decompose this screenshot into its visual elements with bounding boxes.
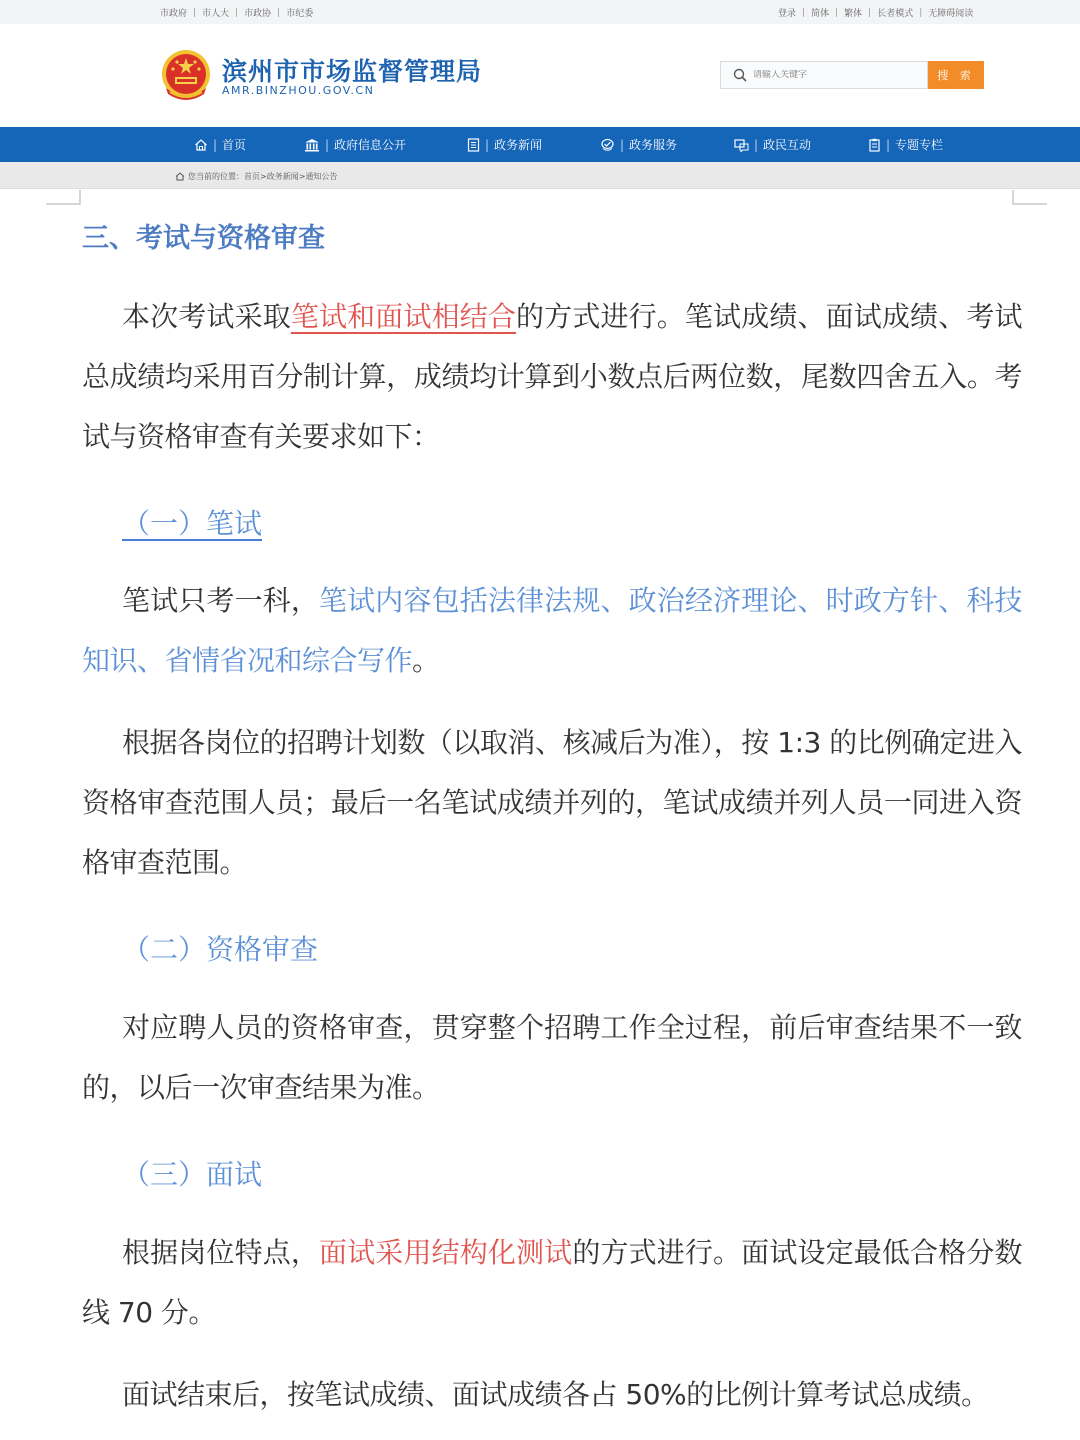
main-nav: [0, 127, 1080, 162]
nav-item-label: 政务服务: [629, 138, 678, 152]
section-title: 三、考试与资格审查: [82, 223, 325, 254]
subheading-qualification-review: （二）资格审查: [122, 933, 319, 966]
search-input[interactable]: [753, 70, 913, 80]
nav-item-label: 专题专栏: [895, 138, 944, 152]
separator: |: [235, 7, 239, 18]
search-button[interactable]: 搜 索: [928, 61, 984, 89]
site-title[interactable]: 滨州市市场监督管理局: [222, 57, 483, 86]
top-left-links: [160, 6, 313, 19]
paragraph-exam-method: [82, 287, 1022, 467]
nav-separator: |: [620, 137, 625, 152]
link-city-cppcc[interactable]: 市政协: [244, 9, 272, 19]
chat-icon: [734, 138, 749, 152]
text: 根据岗位特点，: [122, 1236, 320, 1269]
separator: |: [277, 7, 281, 18]
separator: |: [193, 7, 197, 18]
simplified-chinese-link[interactable]: 简体: [811, 9, 830, 19]
corner-mark-left: [46, 190, 82, 206]
paragraph-interview-method: [82, 1223, 1022, 1343]
clipboard-icon: [868, 138, 881, 152]
nav-separator: |: [325, 137, 330, 152]
nav-separator: |: [485, 137, 490, 152]
highlight-link[interactable]: 笔试和面试相结合: [290, 300, 517, 333]
paragraph-written-content: [82, 571, 1022, 691]
home-icon: [175, 172, 185, 181]
site-domain: AMR.BINZHOU.GOV.CN: [222, 84, 375, 97]
login-link[interactable]: 登录: [778, 9, 797, 19]
text: 的方式进行。面试设定最低合格分数线 70 分。: [82, 1236, 1022, 1329]
elderly-mode-link[interactable]: 长者模式: [877, 9, 914, 19]
separator: |: [919, 7, 923, 18]
breadcrumb-prefix: 您当前的位置：: [188, 172, 244, 181]
breadcrumb-separator: >: [298, 172, 306, 181]
nav-item-label: 政府信息公开: [334, 138, 407, 152]
breadcrumb-home[interactable]: 首页: [244, 172, 260, 181]
nav-item-interaction[interactable]: [734, 127, 811, 162]
text: 的方式进行。笔试成绩、面试成绩、考试总成绩均采用百分制计算，成绩均计算到小数点后两位数，尾数四舍五入。考试与资格审查有关要求如下：: [82, 300, 1022, 453]
top-utility-bar: [0, 0, 1080, 24]
subheading-written-exam[interactable]: （一）笔试: [122, 507, 263, 540]
building-icon: [304, 138, 320, 152]
subheading-interview: （三）面试: [122, 1158, 263, 1191]
nav-item-label: 政务新闻: [494, 138, 543, 152]
nav-item-home[interactable]: [194, 127, 246, 162]
nav-separator: |: [213, 137, 218, 152]
nav-item-special-topics[interactable]: [868, 127, 943, 162]
breadcrumb-bar: [0, 162, 1080, 189]
top-right-links: [778, 6, 973, 19]
breadcrumb-separator: >: [260, 172, 267, 181]
site-header: [0, 24, 1080, 127]
separator: |: [802, 7, 806, 18]
service-icon: [600, 138, 615, 152]
nav-separator: |: [754, 137, 759, 152]
link-city-discipline[interactable]: 市纪委: [286, 9, 314, 19]
text: 笔试只考一科，: [122, 584, 320, 617]
nav-item-label: 首页: [222, 138, 247, 152]
text: 。: [412, 644, 440, 677]
link-city-congress[interactable]: 市人大: [202, 9, 230, 19]
traditional-chinese-link[interactable]: 繁体: [844, 9, 863, 19]
paragraph-review-process: 对应聘人员的资格审查，贯穿整个招聘工作全过程，前后审查结果不一致的，以后一次审查结果为准。: [82, 1011, 1022, 1104]
nav-item-label: 政民互动: [763, 138, 812, 152]
link-city-government[interactable]: 市政府: [160, 9, 188, 19]
breadcrumb-notices[interactable]: 通知公告: [305, 172, 338, 181]
paragraph-total-score: 面试结束后，按笔试成绩、面试成绩各占 50%的比例计算考试总成绩。: [122, 1378, 989, 1411]
nav-item-services[interactable]: [600, 127, 677, 162]
corner-mark-right: [1012, 190, 1048, 206]
separator: |: [868, 7, 872, 18]
text: 本次考试采取: [122, 300, 291, 333]
nav-item-news[interactable]: [467, 127, 542, 162]
paragraph-qualification-ratio: 根据各岗位的招聘计划数（以取消、核减后为准），按 1:3 的比例确定进入资格审查范围人员；最后一名笔试成绩并列的，笔试成绩并列人员一同进入资格审查范围。: [82, 726, 1022, 879]
news-icon: [467, 138, 480, 152]
highlight-text: 面试采用结构化测试: [319, 1236, 573, 1269]
breadcrumb: [175, 171, 337, 182]
search-icon: [733, 68, 747, 82]
search-box: [720, 61, 928, 89]
highlight-text: 笔试内容包括法律法规、政治经济理论、时政方针、科技知识、省情省况和综合写作: [82, 584, 1022, 677]
national-emblem-icon[interactable]: [160, 48, 212, 104]
accessibility-link[interactable]: 无障碍阅读: [928, 9, 974, 19]
breadcrumb-news[interactable]: 政务新闻: [266, 172, 299, 181]
home-icon: [194, 138, 208, 152]
separator: |: [835, 7, 839, 18]
nav-item-gov-info[interactable]: [304, 127, 406, 162]
nav-separator: |: [886, 137, 891, 152]
